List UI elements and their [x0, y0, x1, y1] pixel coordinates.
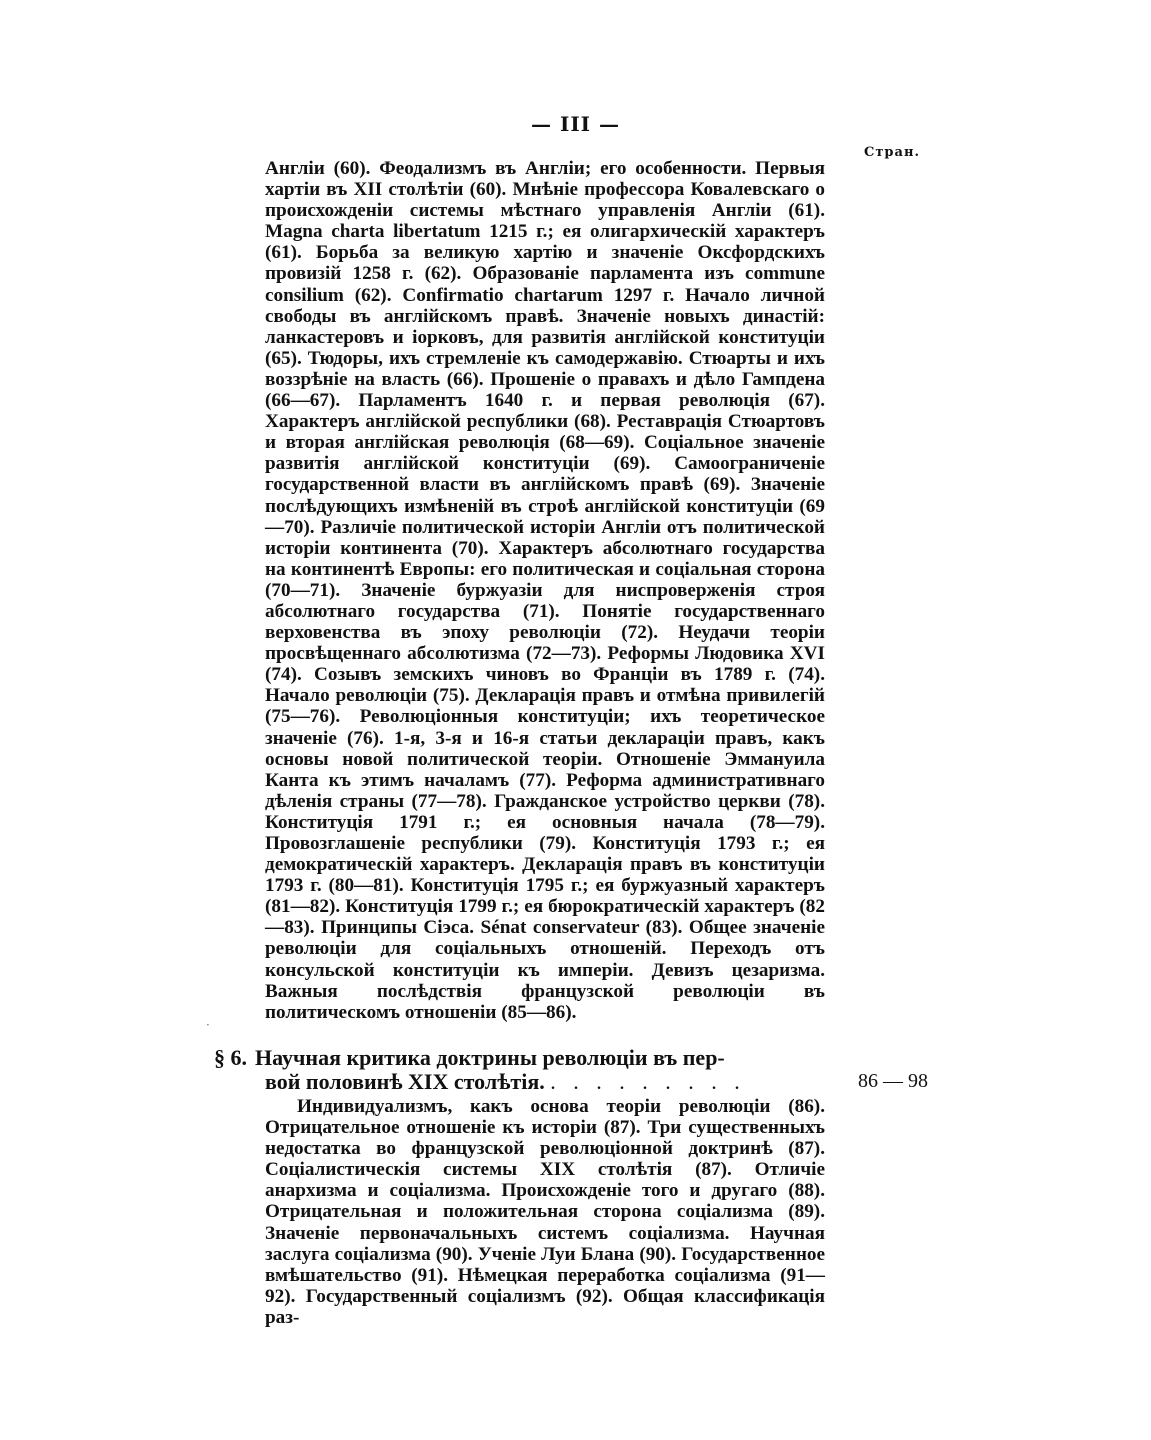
body-paragraph-1: Англіи (60). Феодализмъ въ Англіи; его особенности. Первыя хартіи въ XII столѣтіи (60). Мнѣніе профессора Ковалевскаго о происхожденіи системы мѣстнаго управленія Англіи (61). Magna charta libertatum 1215 г.; ея олигархическій характеръ (61). Борьба за великую хартію и значеніе Оксфордскихъ провизій 1258 г. (62). Образованіе парламента изъ commune consilium (62). Confirmatio chartarum 1297 г. Начало личной свободы въ англійскомъ правѣ. Значеніе новыхъ династій: ланкастеровъ и іорковъ, для развитія англійской конституціи (65). Тюдоры, ихъ стремленіе къ самодержавію. Стюарты и ихъ воззрѣніе на власть (66). Прошеніе о правахъ и дѣло Гампдена (66—67). Парламентъ 1640 г. и первая революція (67). Характеръ англійской республики (68). Реставрація Стюартовъ и вторая англійская революція (68—69). Соціальное значеніе развитія англійской конституціи (69). Самоограниченіе государственной власти въ англійскомъ правѣ (69). Значеніе послѣдующихъ измѣненій въ строѣ англійской конституціи (69—70). Различіе политической исторіи Англіи отъ политической исторіи континента (70). Характеръ абсолютнаго государства на континентѣ Европы: его политическая и соціальная сторона (70—71). Значеніе буржуазіи для ниспроверженія строя абсолютнаго государства (71). Понятіе государственнаго верховенства въ эпоху революціи (72). Неудачи теоріи просвѣщеннаго абсолютизма (72—73). Реформы Людовика XVI (74). Созывъ земскихъ чиновъ во Франціи въ 1789 г. (74). Начало революціи (75). Декларація правъ и отмѣна привилегій (75—76). Революціонныя конституціи; ихъ теоретическое значеніе (76). 1-я, 3-я и 16-я статьи декларацiи правъ, какъ основы новой политической теоріи. Отношеніе Эммануила Канта къ этимъ началамъ (77). Реформа административнаго дѣленія страны (77—78). Гражданское устройство церкви (78). Конституція 1791 г.; ея основныя начала (78—79). Провозглашеніе республики (79). Конституція 1793 г.; ея демократическій характеръ. Декларація правъ въ конституціи 1793 г. (80—81). Конституція 1795 г.; ея буржуазный характеръ (81—82). Конституція 1799 г.; ея бюрократическій характеръ (82—83). Принципы Сіэса. Sénat conservateur (83). Общее значеніе революціи для соціальныхъ отношеній. Переходъ отъ консульской конституціи къ имперіи. Девизъ цезаризма. Важныя послѣдствія французской революціи въ политическомъ отношеніи (85—86).	[265, 158, 825, 1023]
page-number: — III —	[531, 112, 620, 136]
section-heading-line-1	[214, 1046, 826, 1070]
body-paragraph-2: Индивидуализмъ, какъ основа теоріи революціи (86). Отрицательное отношеніе къ исторіи (87). Три существенныхъ недостатка во французской революціонной доктринѣ (87). Соціалистическія системы XIX столѣтія (87). Отличіе анархизма и соціализма. Происхожденіе того и другаго (88). Отрицательная и положительная сторона соціализма (89). Значеніе первоначальныхъ системъ соціализма. Научная заслуга соціализма (90). Ученіе Луи Блана (90). Государственное вмѣшательство (91). Нѣмецкая переработка соціализма (91—92). Государственный соціализмъ (92). Общая классификація раз-	[265, 1096, 825, 1328]
pages-column-label: Стран.	[864, 145, 920, 160]
section-title-line-1: Научная критика доктрины революціи въ пер-	[255, 1045, 725, 1070]
section-number: § 6.	[214, 1045, 247, 1070]
leader-dots: . . . . . . . . .	[550, 1069, 746, 1094]
section-title-line-2: вой половинѣ XIX столѣтія.	[265, 1069, 545, 1094]
section-page-range: 86 — 98	[858, 1070, 928, 1092]
margin-mark: ·	[206, 1018, 210, 1032]
section-heading-line-2	[214, 1070, 826, 1094]
section-heading	[214, 1046, 826, 1094]
